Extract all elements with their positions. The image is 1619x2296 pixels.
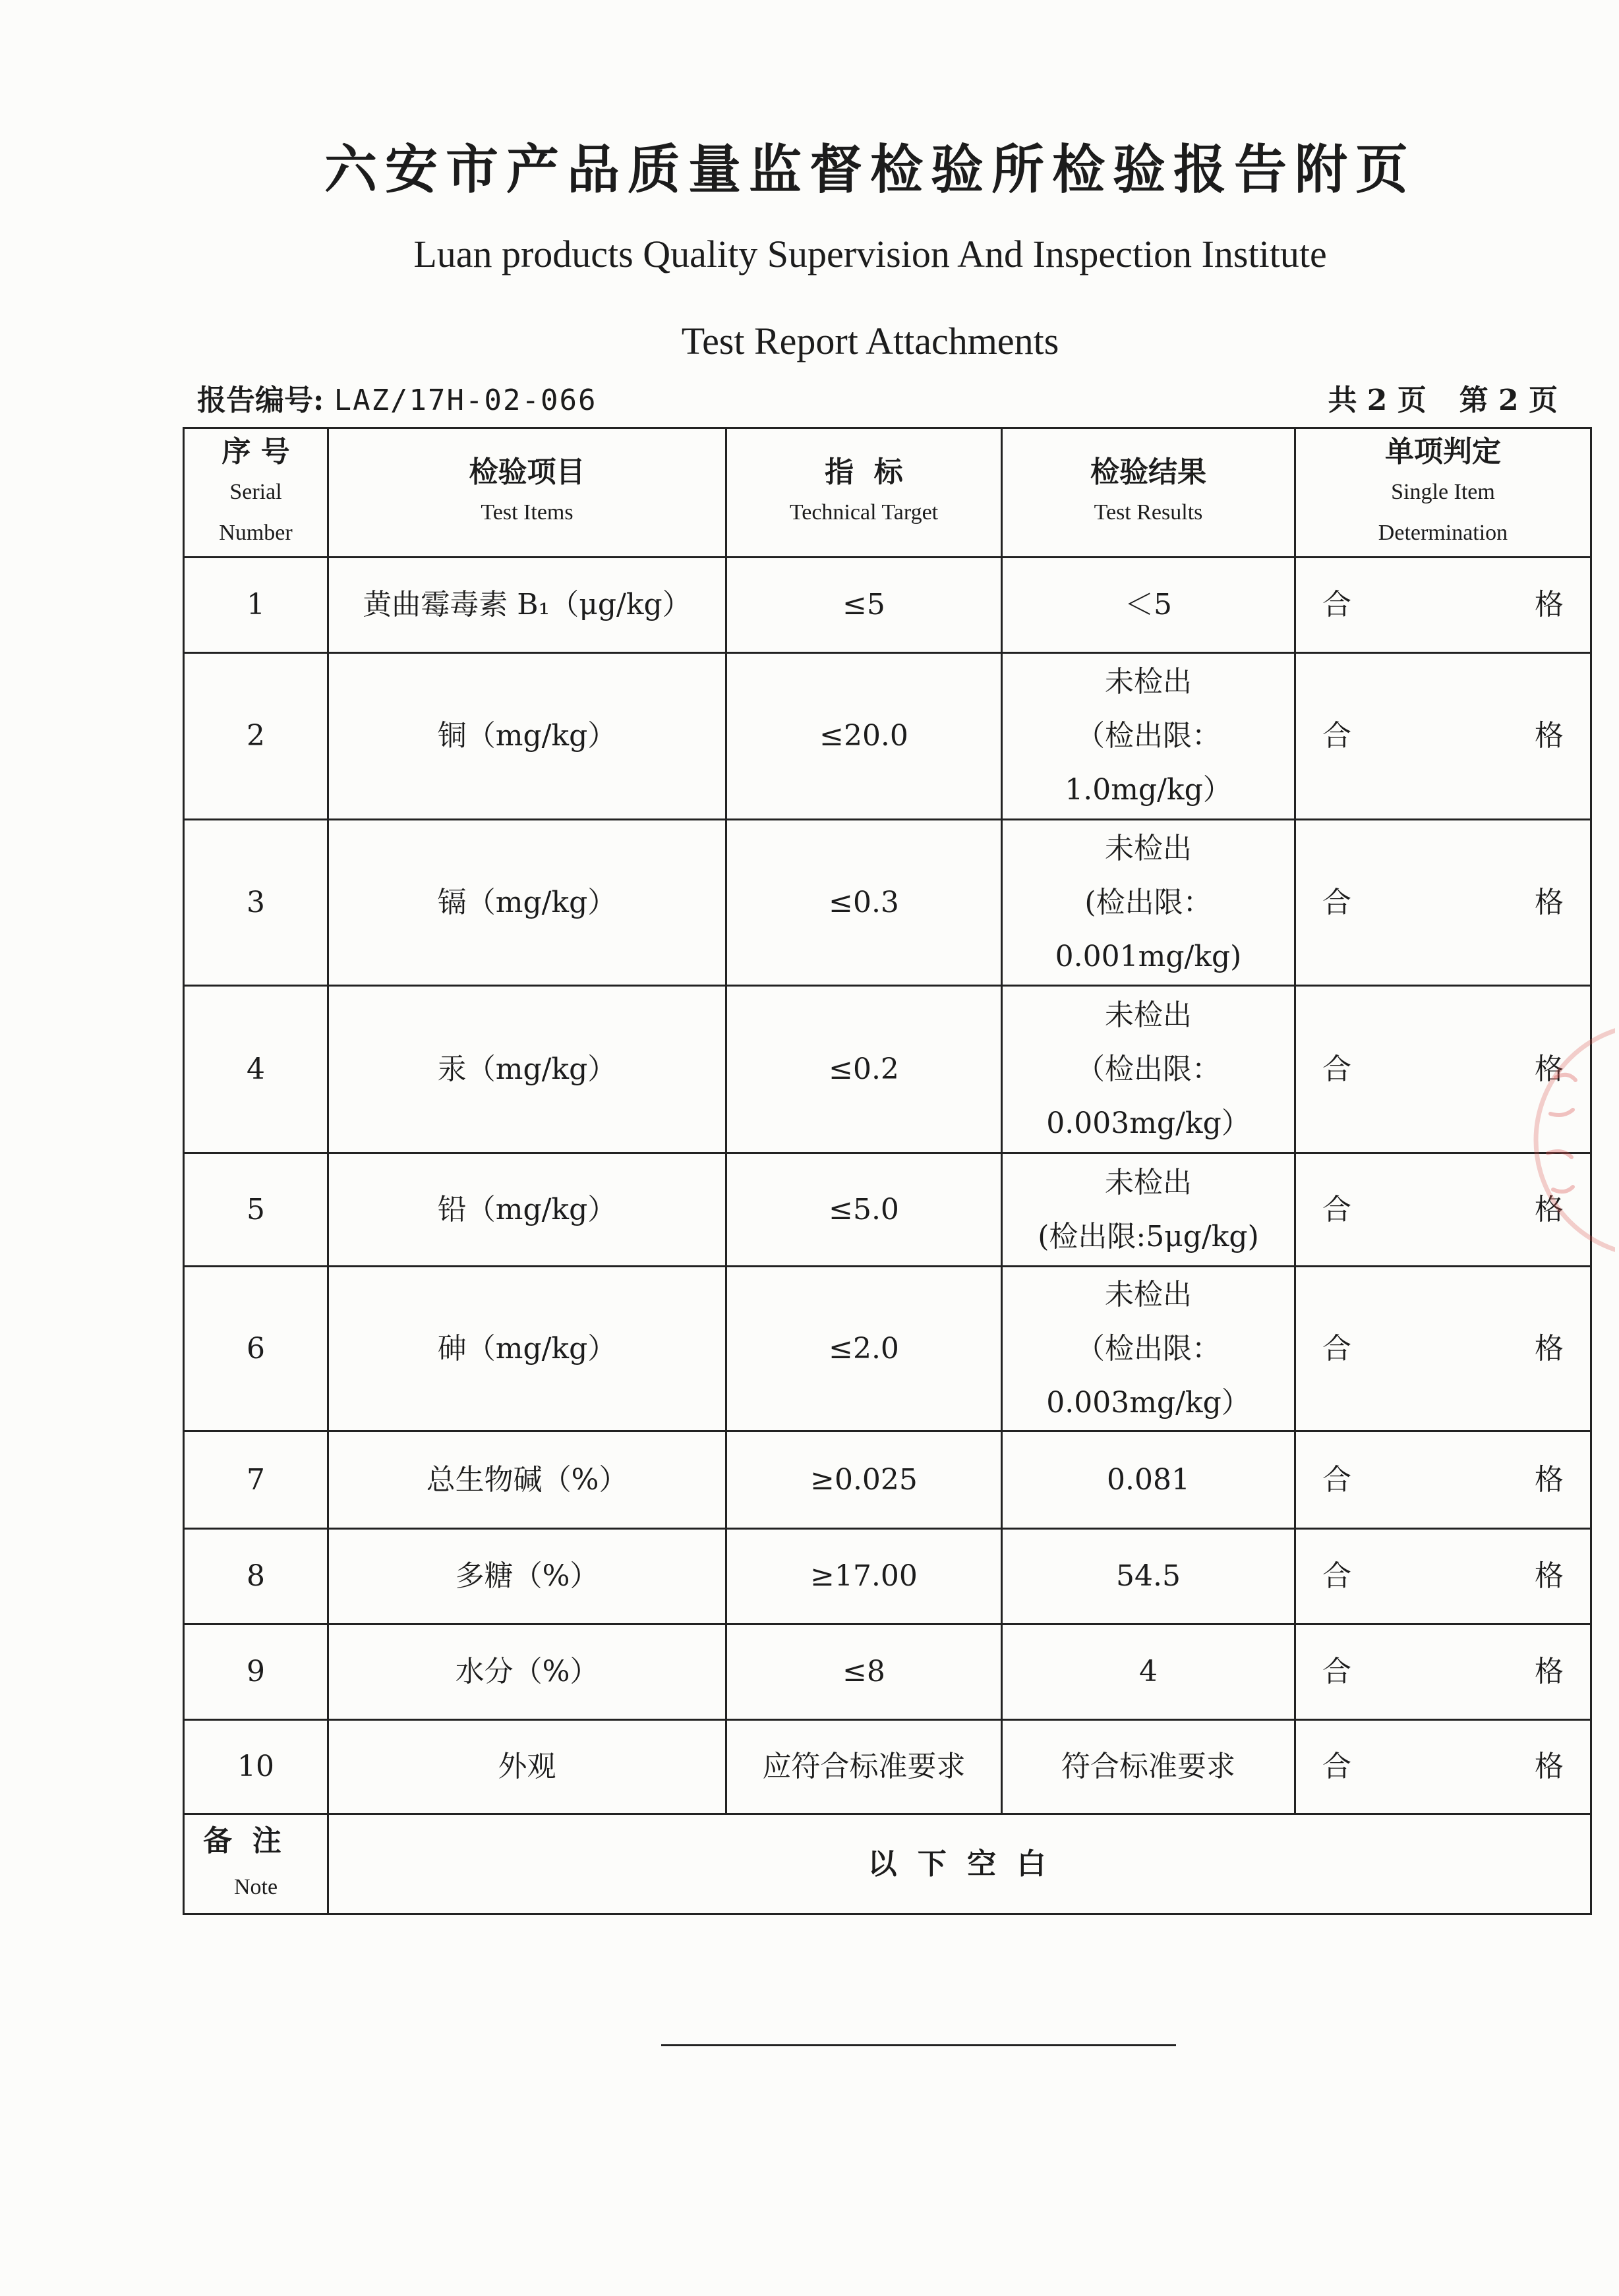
determination-char: 合 bbox=[1322, 885, 1351, 919]
test-result-cell bbox=[1002, 1153, 1295, 1267]
header-serial-number bbox=[184, 428, 328, 558]
technical-target-cell: ≤20.0 bbox=[726, 653, 1002, 820]
note-row bbox=[184, 1814, 1591, 1914]
determination-cell bbox=[1295, 1431, 1591, 1529]
page-current: 第 2 页 bbox=[1459, 384, 1558, 417]
table-row bbox=[184, 558, 1591, 653]
header-zh: 指 标 bbox=[825, 455, 903, 489]
serial-number-cell: 9 bbox=[184, 1624, 328, 1720]
test-item-cell: 镉（mg/kg） bbox=[328, 820, 726, 986]
test-result-cell bbox=[1002, 1720, 1295, 1814]
serial-number-cell: 3 bbox=[184, 820, 328, 986]
determination-char: 合 bbox=[1322, 719, 1351, 753]
note-label-cell bbox=[184, 1814, 328, 1914]
result-line: 未检出 bbox=[1105, 665, 1192, 699]
test-result-cell bbox=[1002, 558, 1295, 653]
table-row bbox=[184, 1624, 1591, 1720]
determination-char: 格 bbox=[1535, 1559, 1564, 1593]
attachment-title-en: Test Report Attachments bbox=[681, 320, 1059, 362]
report-title: 六安市产品质量监督检验所检验报告附页 bbox=[324, 138, 1416, 200]
technical-target-cell: ≤0.2 bbox=[726, 986, 1002, 1153]
header-zh: 检验项目 bbox=[469, 455, 585, 489]
serial-number-cell: 1 bbox=[184, 558, 328, 653]
table-row bbox=[184, 1267, 1591, 1431]
table-header-row bbox=[184, 428, 1591, 558]
determination-char: 格 bbox=[1535, 1331, 1564, 1365]
test-item-cell: 砷（mg/kg） bbox=[328, 1267, 726, 1431]
test-item-cell: 黄曲霉毒素 B₁（μg/kg） bbox=[328, 558, 726, 653]
note-label-zh: 备 注 bbox=[203, 1823, 281, 1858]
determination-text bbox=[1322, 1558, 1564, 1595]
result-line: (检出限:5μg/kg) bbox=[1038, 1219, 1259, 1253]
header-en: Serial bbox=[229, 479, 282, 504]
determination-text bbox=[1322, 1462, 1564, 1499]
determination-char: 合 bbox=[1322, 1655, 1351, 1688]
header-zh: 单项判定 bbox=[1385, 434, 1501, 469]
determination-char: 格 bbox=[1535, 719, 1564, 753]
header-en: Test Items bbox=[481, 500, 574, 525]
determination-cell bbox=[1295, 1624, 1591, 1720]
technical-target-cell: ≥17.00 bbox=[726, 1529, 1002, 1624]
result-line: 0.003mg/kg） bbox=[1046, 1385, 1251, 1420]
test-result-cell bbox=[1002, 1431, 1295, 1529]
report-number-label: 报告编号: bbox=[197, 384, 324, 417]
note-label-en: Note bbox=[233, 1874, 278, 1899]
pagination bbox=[1328, 382, 1558, 419]
test-result-cell bbox=[1002, 1267, 1295, 1431]
institute-name-en: Luan products Quality Supervision And Inspection Institute bbox=[413, 233, 1327, 275]
result-line: 0.001mg/kg) bbox=[1055, 939, 1242, 973]
result-line: （检出限： bbox=[1076, 719, 1221, 753]
serial-number-cell: 10 bbox=[184, 1720, 328, 1814]
note-content-cell bbox=[328, 1814, 1591, 1914]
determination-char: 合 bbox=[1322, 1462, 1351, 1497]
determination-char: 格 bbox=[1535, 588, 1564, 621]
result-line: （检出限： bbox=[1076, 1331, 1221, 1365]
determination-char: 格 bbox=[1535, 1655, 1564, 1688]
test-results-table bbox=[183, 427, 1592, 1915]
technical-target-cell: ≤8 bbox=[726, 1624, 1002, 1720]
determination-char: 格 bbox=[1535, 1192, 1564, 1226]
table-row bbox=[184, 1431, 1591, 1529]
technical-target-cell: 应符合标准要求 bbox=[726, 1720, 1002, 1814]
determination-char: 合 bbox=[1322, 1331, 1351, 1365]
result-line: 未检出 bbox=[1105, 831, 1192, 865]
technical-target-cell: ≤5.0 bbox=[726, 1153, 1002, 1267]
table-row bbox=[184, 986, 1591, 1153]
determination-char: 合 bbox=[1322, 1559, 1351, 1593]
determination-char: 合 bbox=[1322, 1052, 1351, 1086]
determination-cell bbox=[1295, 1720, 1591, 1814]
result-line: 0.003mg/kg） bbox=[1046, 1106, 1251, 1140]
determination-char: 格 bbox=[1535, 1052, 1564, 1086]
technical-target-cell: ≥0.025 bbox=[726, 1431, 1002, 1529]
determination-char: 格 bbox=[1535, 885, 1564, 919]
technical-target-cell: ≤0.3 bbox=[726, 820, 1002, 986]
determination-text bbox=[1322, 1331, 1564, 1367]
header-zh: 序 号 bbox=[221, 434, 290, 469]
test-item-cell: 汞（mg/kg） bbox=[328, 986, 726, 1153]
header-en: Test Results bbox=[1094, 500, 1203, 525]
test-result-cell bbox=[1002, 820, 1295, 986]
determination-cell bbox=[1295, 558, 1591, 653]
test-item-cell: 总生物碱（%） bbox=[328, 1431, 726, 1529]
header-en: Determination bbox=[1378, 520, 1508, 545]
test-result-cell bbox=[1002, 1529, 1295, 1624]
determination-text bbox=[1322, 884, 1564, 921]
test-result-cell bbox=[1002, 986, 1295, 1153]
determination-cell bbox=[1295, 1529, 1591, 1624]
result-line: 54.5 bbox=[1116, 1559, 1181, 1593]
result-line: 0.081 bbox=[1107, 1462, 1190, 1497]
table-row bbox=[184, 1720, 1591, 1814]
determination-cell bbox=[1295, 820, 1591, 986]
header-test-results bbox=[1002, 428, 1295, 558]
header-test-items bbox=[328, 428, 726, 558]
determination-text bbox=[1322, 1653, 1564, 1690]
result-line: 符合标准要求 bbox=[1061, 1750, 1235, 1783]
result-line: 4 bbox=[1139, 1655, 1158, 1688]
result-line: （检出限： bbox=[1076, 1052, 1221, 1086]
serial-number-cell: 6 bbox=[184, 1267, 328, 1431]
test-item-cell: 铜（mg/kg） bbox=[328, 653, 726, 820]
serial-number-cell: 8 bbox=[184, 1529, 328, 1624]
table-row bbox=[184, 820, 1591, 986]
result-line: 未检出 bbox=[1105, 998, 1192, 1032]
note-content: 以 下 空 白 bbox=[868, 1847, 1051, 1881]
table-row bbox=[184, 1529, 1591, 1624]
header-zh: 检验结果 bbox=[1090, 455, 1206, 489]
serial-number-cell: 5 bbox=[184, 1153, 328, 1267]
seal-stamp-fragment bbox=[1510, 1015, 1615, 1265]
header-technical-target bbox=[726, 428, 1002, 558]
result-line: 未检出 bbox=[1105, 1165, 1192, 1199]
result-line: 未检出 bbox=[1105, 1277, 1192, 1311]
determination-char: 格 bbox=[1535, 1462, 1564, 1497]
report-number-value: LAZ/17H-02-066 bbox=[334, 384, 597, 417]
serial-number-cell: 7 bbox=[184, 1431, 328, 1529]
table-row bbox=[184, 1153, 1591, 1267]
bottom-rule bbox=[661, 2044, 1176, 2046]
result-line: ＜5 bbox=[1125, 588, 1172, 621]
determination-cell bbox=[1295, 1267, 1591, 1431]
header-en: Technical Target bbox=[789, 500, 939, 525]
serial-number-cell: 4 bbox=[184, 986, 328, 1153]
determination-char: 合 bbox=[1322, 1192, 1351, 1226]
determination-text bbox=[1322, 1748, 1564, 1785]
header-en: Number bbox=[219, 520, 293, 545]
test-item-cell: 水分（%） bbox=[328, 1624, 726, 1720]
result-line: 1.0mg/kg） bbox=[1065, 773, 1232, 807]
determination-char: 合 bbox=[1322, 1750, 1351, 1783]
test-item-cell: 外观 bbox=[328, 1720, 726, 1814]
table-row bbox=[184, 653, 1591, 820]
test-result-cell bbox=[1002, 1624, 1295, 1720]
technical-target-cell: ≤5 bbox=[726, 558, 1002, 653]
test-result-cell bbox=[1002, 653, 1295, 820]
header-determination bbox=[1295, 428, 1591, 558]
serial-number-cell: 2 bbox=[184, 653, 328, 820]
determination-char: 格 bbox=[1535, 1750, 1564, 1783]
technical-target-cell: ≤2.0 bbox=[726, 1267, 1002, 1431]
determination-char: 合 bbox=[1322, 588, 1351, 621]
result-line: (检出限： bbox=[1084, 885, 1212, 919]
test-item-cell: 铅（mg/kg） bbox=[328, 1153, 726, 1267]
determination-cell bbox=[1295, 653, 1591, 820]
header-en: Single Item bbox=[1391, 479, 1495, 504]
page-total: 共 2 页 bbox=[1328, 384, 1427, 417]
determination-text bbox=[1322, 587, 1564, 623]
test-item-cell: 多糖（%） bbox=[328, 1529, 726, 1624]
determination-text bbox=[1322, 718, 1564, 755]
report-number bbox=[197, 382, 597, 419]
